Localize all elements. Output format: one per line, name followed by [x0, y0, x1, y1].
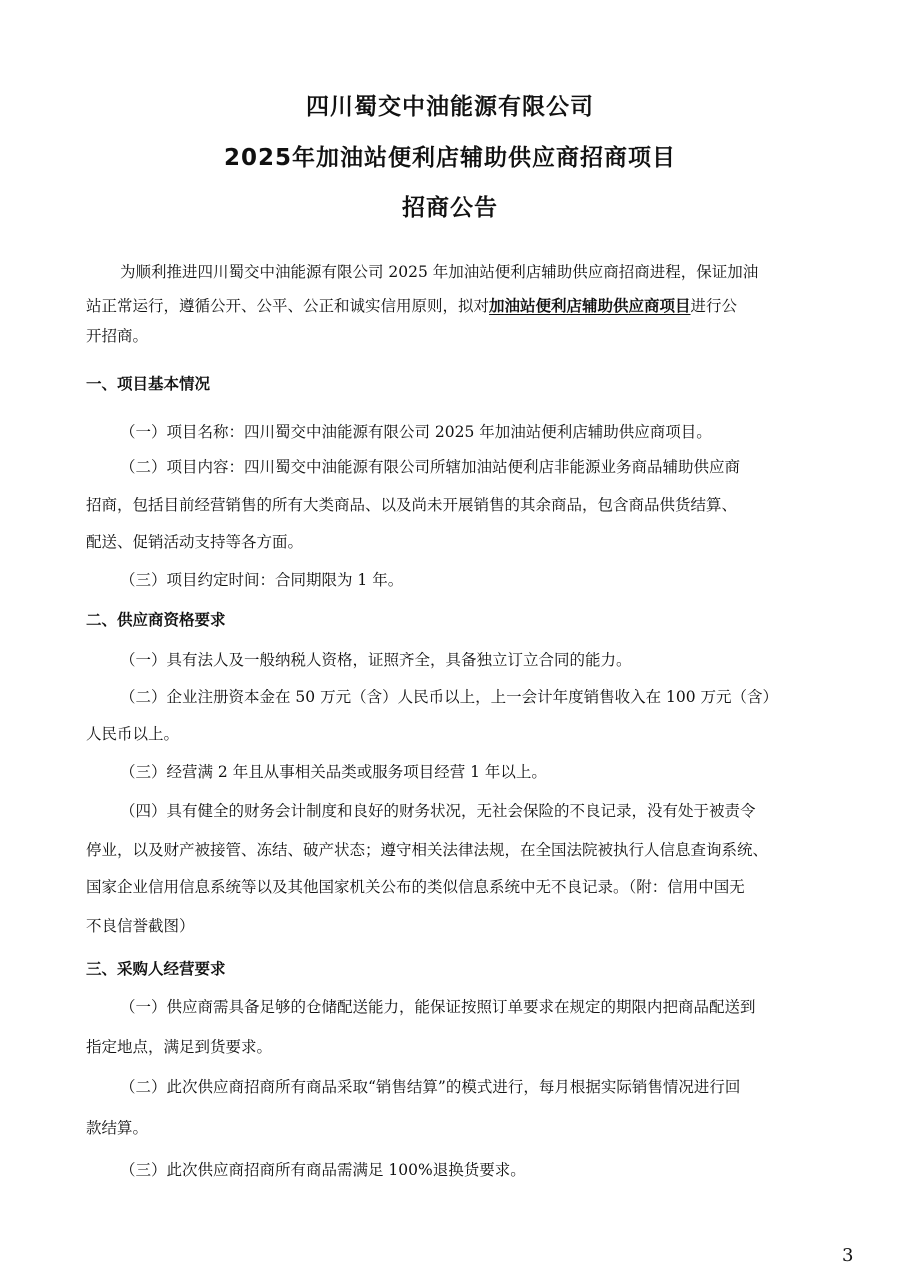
paragraph-line: （一）具有法人及一般纳税人资格，证照齐全，具备独立订立合同的能力。: [120, 651, 632, 669]
paragraph-line: 款结算。: [86, 1119, 149, 1137]
intro-line: [86, 296, 856, 316]
paragraph-line: （二）项目内容：四川蜀交中油能源有限公司所辖加油站便利店非能源业务商品辅助供应商: [120, 458, 741, 476]
paragraph-line: 配送、促销活动支持等各方面。: [86, 533, 304, 551]
paragraph-line: （三）经营满 2 年且从事相关品类或服务项目经营 1 年以上。: [120, 763, 547, 781]
intro-emphasis: 加油站便利店辅助供应商项目: [489, 296, 691, 315]
paragraph-line: 指定地点，满足到货要求。: [86, 1038, 273, 1056]
paragraph-line: （二）企业注册资本金在 50 万元（含）人民币以上，上一会计年度销售收入在 100 万元（含）: [120, 688, 779, 706]
paragraph-line: 停业，以及财产被接管、冻结、破产状态；遵守相关法律法规，在全国法院被执行人信息查询系统、: [86, 841, 769, 859]
title-line-project: 2025年加油站便利店辅助供应商招商项目: [223, 145, 676, 171]
intro-text: 进行公: [690, 297, 738, 315]
paragraph-line: 不良信誉截图）: [86, 917, 195, 935]
paragraph-line: 招商，包括目前经营销售的所有大类商品、以及尚未开展销售的其余商品，包含商品供货结算、: [86, 496, 738, 514]
intro-line: 为顺利推进四川蜀交中油能源有限公司 2025 年加油站便利店辅助供应商招商进程，保证加油: [120, 263, 759, 281]
paragraph-line: （四）具有健全的财务会计制度和良好的财务状况，无社会保险的不良记录，没有处于被责令: [120, 802, 756, 820]
paragraph-line: 人民币以上。: [86, 725, 180, 743]
title-line-company: 四川蜀交中油能源有限公司: [306, 94, 594, 120]
paragraph-line: （一）项目名称：四川蜀交中油能源有限公司 2025 年加油站便利店辅助供应商项目。: [120, 423, 712, 441]
paragraph-line: （三）此次供应商招商所有商品需满足 100%退换货要求。: [120, 1161, 526, 1179]
paragraph-line: 国家企业信用信息系统等以及其他国家机关公布的类似信息系统中无不良记录。（附：信用中国无: [86, 878, 745, 896]
section-heading: 一、项目基本情况: [86, 375, 211, 393]
paragraph-line: （二）此次供应商招商所有商品采取“销售结算”的模式进行，每月根据实际销售情况进行回: [120, 1078, 741, 1096]
paragraph-line: （一）供应商需具备足够的仓储配送能力，能保证按照订单要求在规定的期限内把商品配送到: [120, 998, 756, 1016]
paragraph-line: （三）项目约定时间：合同期限为 1 年。: [120, 571, 404, 589]
page-number: 3: [842, 1245, 854, 1266]
section-heading: 三、采购人经营要求: [86, 960, 226, 978]
intro-line: 开招商。: [86, 327, 149, 345]
intro-text: 站正常运行，遵循公开、公平、公正和诚实信用原则，拟对: [86, 297, 490, 315]
title-line-notice: 招商公告: [402, 195, 498, 221]
section-heading: 二、供应商资格要求: [86, 611, 226, 629]
